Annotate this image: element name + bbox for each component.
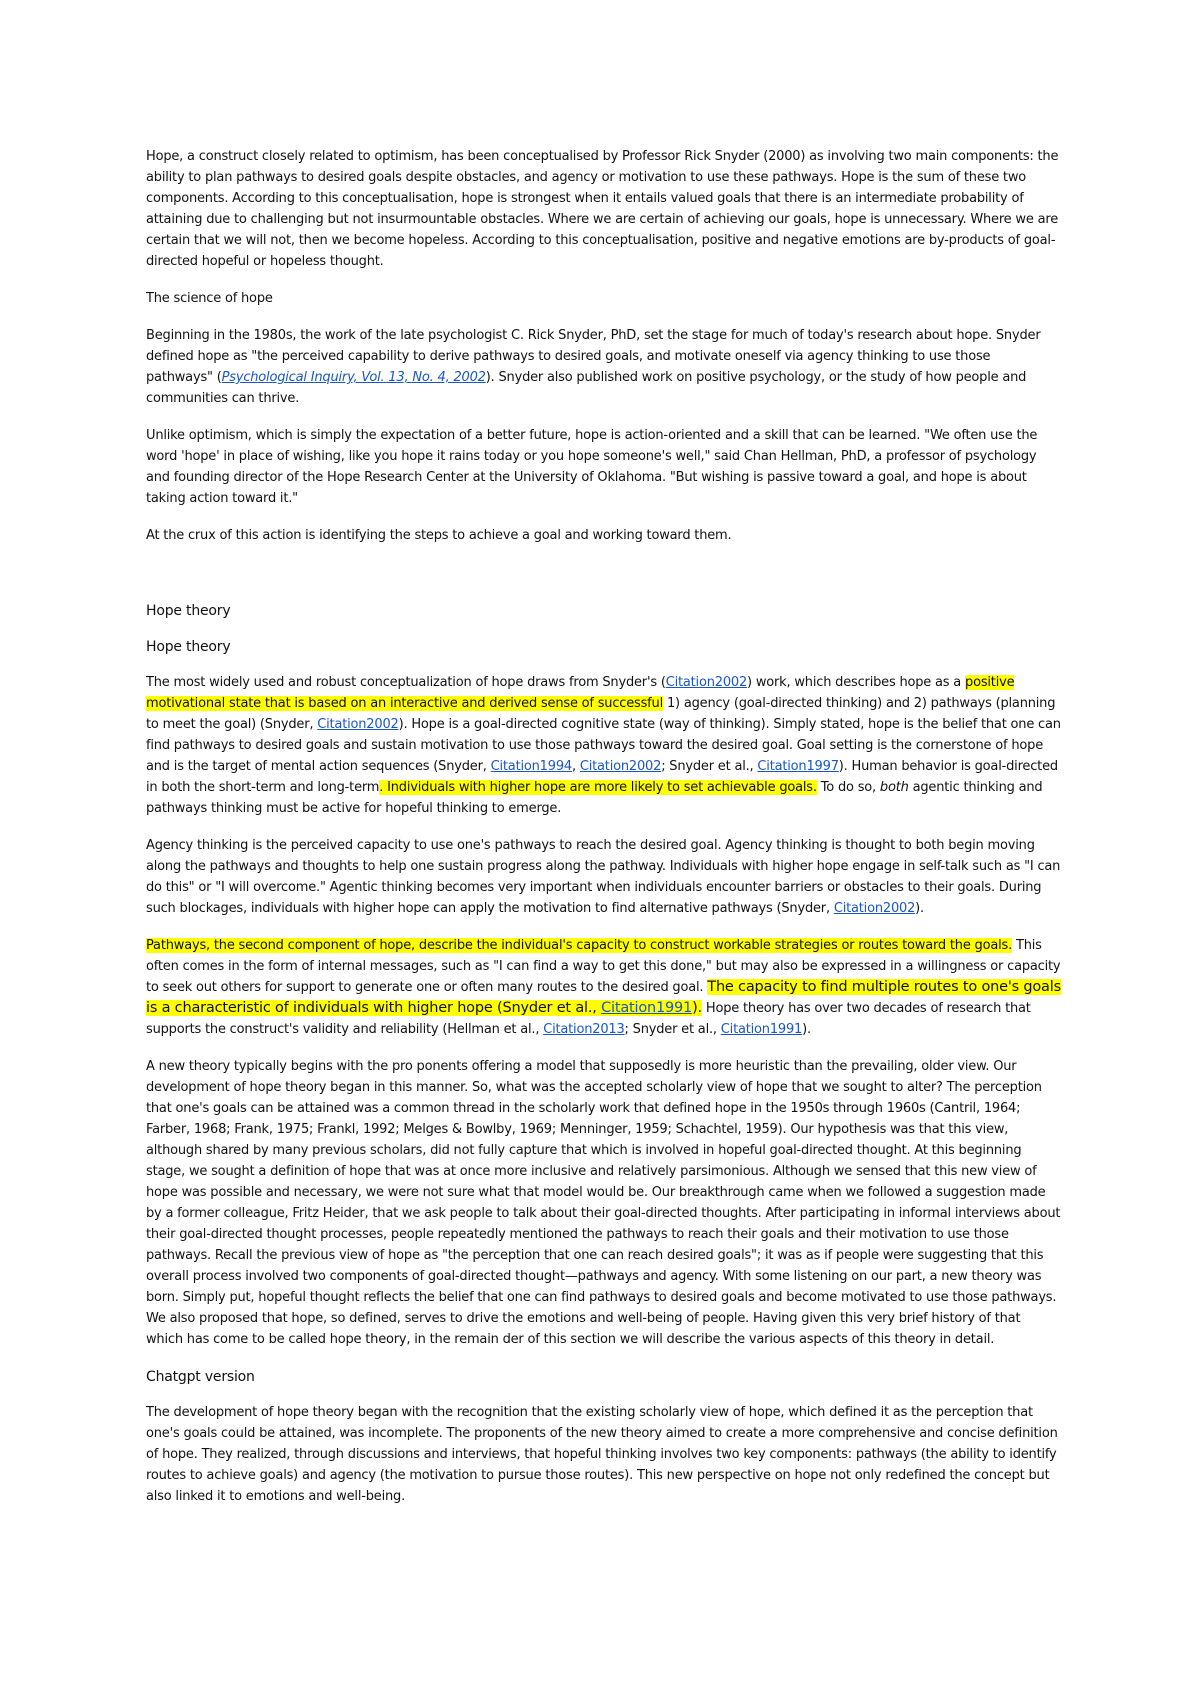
- text-span: 1) agency (goal-directed thinking) and 2) pathways (planning to meet the goal) (Snyder,: [146, 696, 1056, 732]
- document-body: [146, 146, 1061, 1523]
- heading-hope-theory-2: Hope theory: [146, 639, 231, 655]
- paragraph-optimism-vs-hope: Unlike optimism, which is simply the expectation of a better future, hope is action-oriented and a skill that can be learned. "We often use the word 'hope' in place of wishing, like you hope it rains today or you hope someone's well," said Chan Hellman, PhD, a professor of psychology and founding director of the Hope Research Center at the University of Oklahoma. "But wishing is passive toward a goal, and hope is about taking action toward it.": [146, 428, 1038, 506]
- citation-link-2002[interactable]: Citation2002: [317, 717, 399, 732]
- paragraph-pathways: [146, 935, 1061, 1040]
- citation-link-2002[interactable]: Citation2002: [833, 901, 916, 916]
- citation-link-2013[interactable]: Citation2013: [543, 1022, 625, 1037]
- citation-link-1997[interactable]: Citation1997: [757, 759, 839, 774]
- text-span: ) work, which describes hope as a: [747, 675, 966, 690]
- heading-hope-theory-1: Hope theory: [146, 603, 231, 619]
- text-span: agentic thinking and pathways thinking must be active for hopeful thinking to emerge.: [146, 780, 1043, 816]
- text-span: The most widely used and robust conceptualization of hope draws from Snyder's (: [146, 675, 666, 690]
- text-span: To do so,: [816, 780, 880, 795]
- text-span: ). Hope is a goal-directed cognitive state (way of thinking). Simply stated, hope is the belief that one can find pathways to desired goals and sustain motivation to use those pathways toward the desired goal. Goal setting is the cornerstone of hope and is the target of mental action sequences (Snyder,: [146, 717, 1061, 774]
- text-span: ; Snyder et al.,: [624, 1022, 721, 1037]
- highlighted-text: Pathways, the second component of hope, describe the individual's capacity to construct workable strategies or routes toward the goals.: [146, 938, 1013, 953]
- citation-link-1994[interactable]: Citation1994: [490, 759, 572, 774]
- highlighted-text: . Individuals with higher hope are more likely to set achievable goals.: [379, 780, 817, 795]
- paragraph-chatgpt-summary: The development of hope theory began with the recognition that the existing scholarly view of hope, which defined it as the perception that one's goals could be attained, was incomplete. The proponents of the new theory aimed to create a more comprehensive and concise definition of hope. They realized, through discussions and interviews, that hopeful thinking involves two key components: pathways (the ability to identify routes to achieve goals) and agency (the motivation to pursue those routes). This new perspective on hope not only redefined the concept but also linked it to emotions and well-being.: [146, 1405, 1058, 1504]
- text-span: ). Snyder also published work on positive psychology, or the study of how people and communities can thrive.: [146, 370, 1027, 406]
- paragraph-intro: Hope, a construct closely related to optimism, has been conceptualised by Professor Rick Snyder (2000) as involving two main components: the ability to plan pathways to desired goals despite obstacles, and agency or motivation to use these pathways. Hope is the sum of these two components. According to this conceptualisation, hope is strongest when it entails valued goals that there is an intermediate probability of attaining due to challenging but not insurmountable obstacles. Where we are certain of achieving our goals, hope is unnecessary. Where we are certain that we will not, then we become hopeless. According to this conceptualisation, positive and negative emotions are by-products of goal-directed hopeful or hopeless thought.: [146, 149, 1059, 269]
- paragraph-new-theory-history: A new theory typically begins with the pro ponents offering a model that supposedly is more heuristic than the prevailing, older view. Our development of hope theory began in this manner. So, what was the accepted scholarly view of hope that we sought to alter? The perception that one's goals can be attained was a common thread in the scholarly work that defined hope in the 1950s through 1960s (Cantril, 1964; Farber, 1968; Frank, 1975; Frankl, 1992; Melges & Bowlby, 1969; Menninger, 1959; Schachtel, 1959). Our hypothesis was that this view, although shared by many previous scholars, did not fully capture that which is involved in hopeful goal-directed thought. At this beginning stage, we sought a definition of hope that was at once more inclusive and relatively parsimonious. Although we sensed that this new view of hope was possible and necessary, we were not sure what that model would be. Our breakthrough came when we followed a suggestion made by a former colleague, Fritz Heider, that we ask people to talk about their goal-directed thoughts. After participating in informal interviews about their goal-directed thought processes, people repeatedly mentioned the pathways to reach their goals and their motivation to use those pathways. Recall the previous view of hope as "the perception that one can reach desired goals"; it was as if people were suggesting that this overall process involved two components of goal-directed thought—pathways and agency. With some listening on our part, a new theory was born. Simply put, hopeful thought reflects the belief that one can find pathways to desired goals and become motivated to use those pathways. We also proposed that hope, so defined, serves to drive the emotions and well-being of people. Having given this very brief history of that which has come to be called hope theory, in the remain der of this section we will describe the various aspects of this theory in detail.: [146, 1059, 1061, 1347]
- citation-link-psychological-inquiry[interactable]: Psychological Inquiry, Vol. 13, No. 4, 2002: [221, 370, 486, 385]
- citation-link-2002[interactable]: Citation2002: [579, 759, 662, 774]
- heading-chatgpt-version: Chatgpt version: [146, 1369, 255, 1385]
- paragraph-snyder-definition: [146, 325, 1061, 409]
- paragraph-crux: At the crux of this action is identifying the steps to achieve a goal and working toward them.: [146, 528, 732, 543]
- highlighted-text: ).: [692, 1000, 702, 1016]
- citation-link-1991[interactable]: Citation1991: [720, 1022, 803, 1037]
- paragraph-hope-conceptualization: [146, 672, 1061, 819]
- text-span: Beginning in the 1980s, the work of the late psychologist C. Rick Snyder, PhD, set the stage for much of today's research about hope. Snyder defined hope as "the perceived capability to derive pathways to desired goals, and motivate oneself via agency thinking to use those pathways" (: [146, 328, 1041, 385]
- text-span: Agency thinking is the perceived capacity to use one's pathways to reach the desired goal. Agency thinking is thought to both begin moving along the pathways and thoughts to help one sustain progress along the pathway. Individuals with higher hope engage in self-talk such as "I can do this" or "I will overcome." Agentic thinking becomes very important when individuals encounter barriers or obstacles to their goals. During such blockages, individuals with higher hope can apply the motivation to find alternative pathways (Snyder,: [146, 838, 1061, 916]
- text-span: ). Human behavior is goal-directed in both the short-term and long-term: [146, 759, 1058, 795]
- highlighted-text: The capacity to find multiple routes to one's goals is a characteristic of individuals with higher hope (Snyder et al.,: [146, 979, 1061, 1016]
- text-span: This often comes in the form of internal messages, such as "I can find a way to get this done," but may also be expressed in a willingness or capacity to seek out others for support to generate one or often many routes to the desired goal.: [146, 938, 1061, 995]
- text-span: ).: [915, 901, 924, 916]
- heading-science-of-hope: The science of hope: [146, 291, 273, 306]
- spacer: [146, 562, 1061, 600]
- paragraph-agency-thinking: [146, 835, 1061, 919]
- highlighted-text: positive motivational state that is based on an interactive and derived sense of successful: [146, 675, 1015, 711]
- emphasized-text: both: [879, 780, 909, 795]
- text-span: Hope theory has over two decades of research that supports the construct's validity and reliability (Hellman et al.,: [146, 1001, 1031, 1037]
- text-span: ).: [802, 1022, 811, 1037]
- citation-link-2002[interactable]: Citation2002: [665, 675, 748, 690]
- text-span: ; Snyder et al.,: [661, 759, 758, 774]
- text-span: ,: [571, 759, 580, 774]
- citation-link-1991[interactable]: Citation1991: [601, 1000, 693, 1016]
